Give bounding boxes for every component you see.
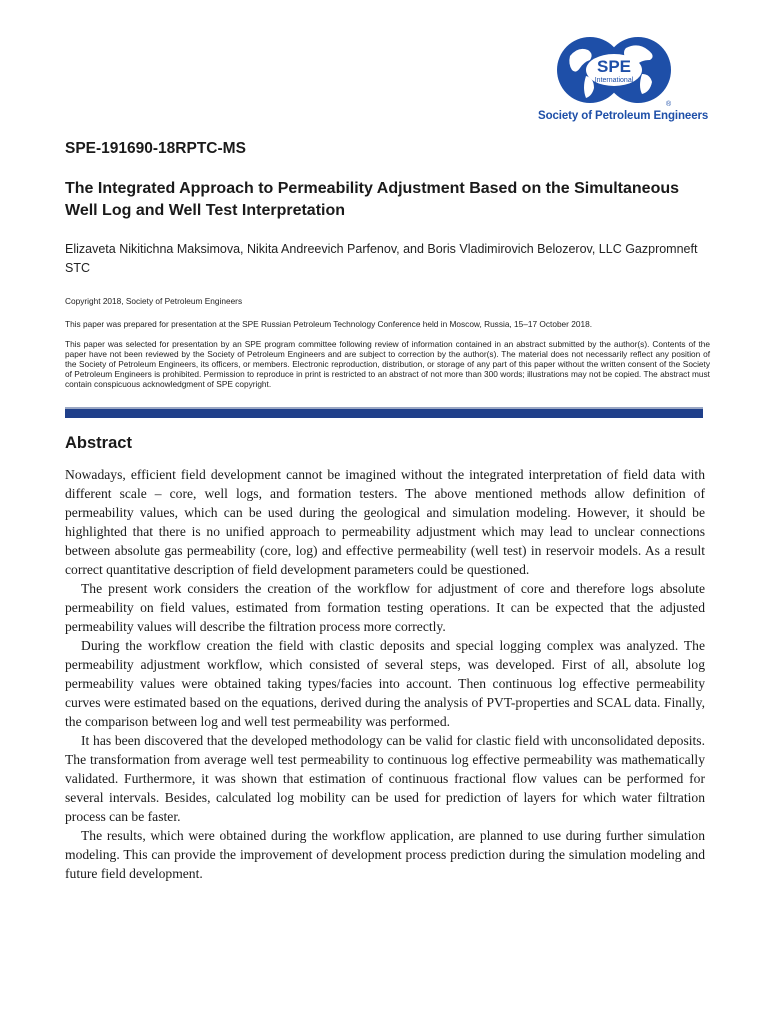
- abstract-heading: Abstract: [65, 434, 132, 452]
- copyright-notice: Copyright 2018, Society of Petroleum Engineers: [65, 296, 243, 306]
- abstract-body: [65, 465, 705, 883]
- abstract-paragraph: The present work considers the creation of the workflow for adjustment of core and therefore logs absolute permeability on field values, estimated from formation testing operations. It can be expected that the adjusted permeability values will describe the filtration process more correctly.: [65, 581, 705, 634]
- organization-name: Society of Petroleum Engineers: [538, 110, 709, 122]
- selection-disclaimer: This paper was selected for presentation by an SPE program committee following review of information contained in an abstract submitted by the author(s). Contents of the paper have not been reviewed by the Society of Petroleum Engineers and are subject to correction by the author(s). The material does not necessarily reflect any position of the Society of Petroleum Engineers, its officers, or members. Electronic reproduction, distribution, or storage of any part of this paper without the written consent of the Society of Petroleum Engineers is prohibited. Permission to reproduce in print is restricted to an abstract of not more than 300 words; illustrations may not be copied. The abstract must contain conspicuous acknowledgment of SPE copyright.: [65, 339, 710, 389]
- logo-spe-text: SPE: [596, 57, 632, 76]
- paper-title: The Integrated Approach to Permeability Adjustment Based on the Simultaneous Well Log and Well Test Interpretation: [65, 180, 680, 219]
- abstract-paragraph: During the workflow creation the field with clastic deposits and special logging complex was analyzed. The permeability adjustment workflow, which consisted of several steps, was developed. First of all, absolute log permeability values were obtained taking types/facies into account. Then continuous log effective permeability curves were estimated based on the equations, derived during the analysis of PVT-properties and SCAL data. Finally, the comparison between log and well test permeability was performed.: [65, 638, 705, 729]
- abstract-paragraph: Nowadays, efficient field development cannot be imagined without the integrated interpretation of field data with different scale – core, well logs, and formation testers. The above mentioned methods allow definition of permeability values, which can be used during the geological and simulation modeling. However, it should be highlighted that there is no unified approach to permeability adjustment which may lead to unclear connections between absolute gas permeability (core, log) and effective permeability (well test) in reservoir models. As a result correct quantitative description of field development parameters could be questioned.: [65, 467, 705, 577]
- logo-international-text: International: [594, 77, 634, 84]
- abstract-paragraph: It has been discovered that the developed methodology can be valid for clastic field with unconsolidated deposits. The transformation from average well test permeability to continuous log effective permeability was mathematically validated. Furthermore, it was shown that estimation of continuous fractional flow values can be performed for several intervals. Besides, calculated log mobility can be used for prediction of layers for which water filtration process can be faster.: [65, 733, 705, 824]
- authors: Elizaveta Nikitichna Maksimova, Nikita Andreevich Parfenov, and Boris Vladimirovich Belozerov, LLC Gazpromneft STC: [65, 242, 698, 275]
- section-divider: [65, 407, 703, 418]
- spe-globe-icon: [556, 30, 672, 112]
- abstract-paragraph: The results, which were obtained during the workflow application, are planned to use during further simulation modeling. This can provide the improvement of development process prediction during the simulation modeling and future field development.: [65, 828, 705, 881]
- spe-logo: [538, 30, 708, 126]
- presentation-note: This paper was prepared for presentation at the SPE Russian Petroleum Technology Conference held in Moscow, Russia, 15–17 October 2018.: [65, 319, 593, 329]
- paper-number: SPE-191690-18RPTC-MS: [65, 140, 246, 157]
- registered-mark: ®: [666, 101, 672, 108]
